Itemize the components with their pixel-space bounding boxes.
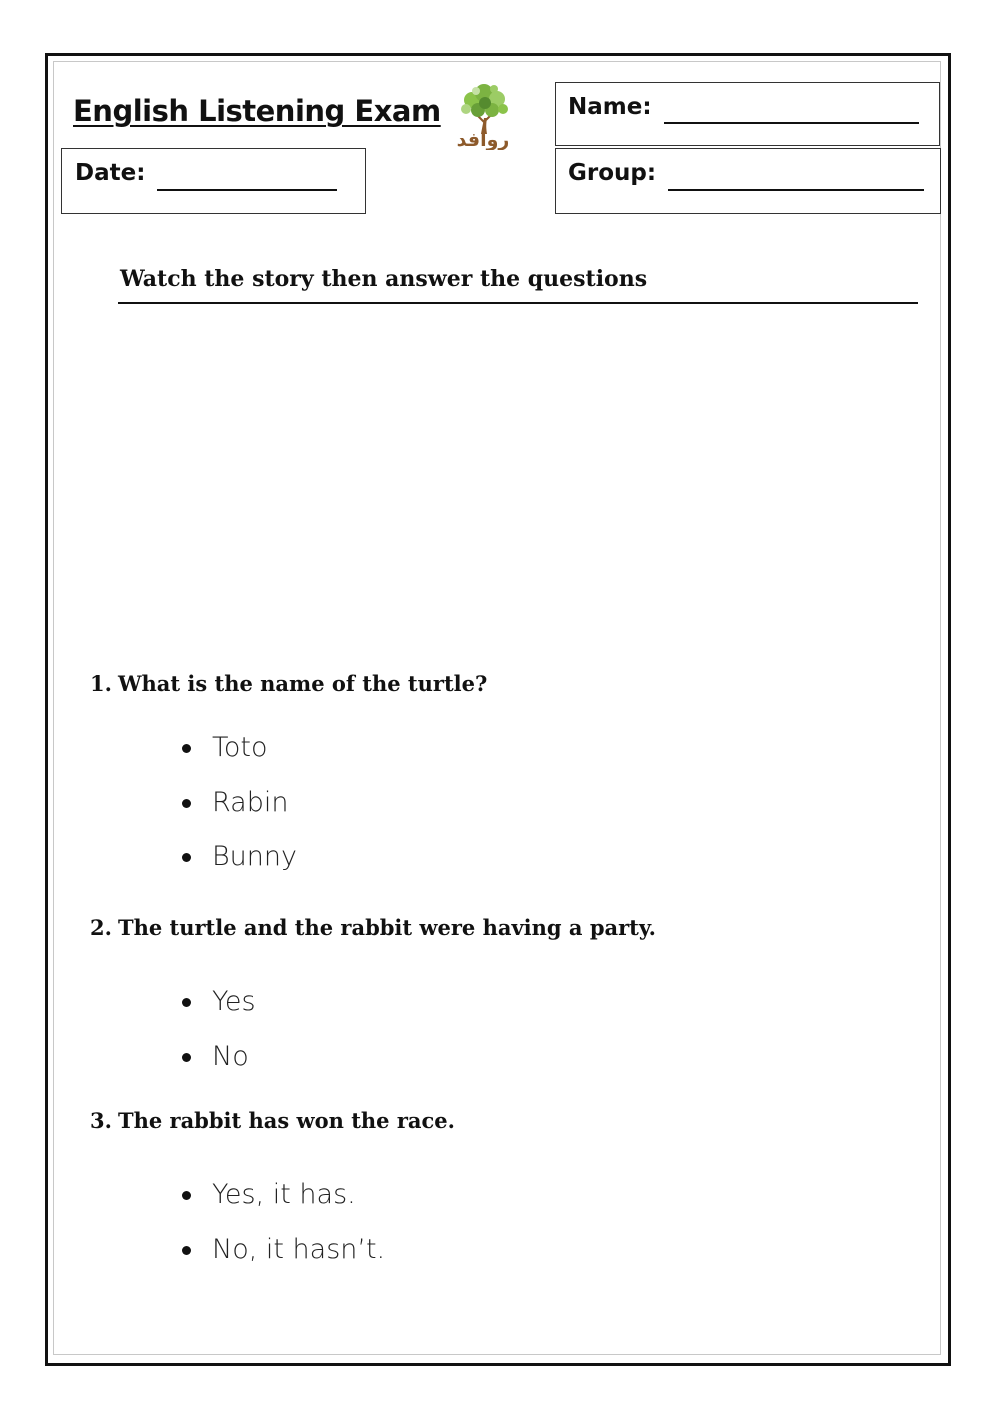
question-1 xyxy=(90,671,487,696)
option-label: Toto xyxy=(212,732,268,763)
question-number: 1. xyxy=(90,671,112,696)
option-label: Rabin xyxy=(212,787,289,818)
option-q2-a[interactable] xyxy=(182,986,256,1017)
bullet-icon xyxy=(182,1053,191,1062)
date-field[interactable] xyxy=(61,148,366,214)
option-label: Yes xyxy=(212,986,256,1017)
group-label: Group: xyxy=(568,160,657,186)
option-q1-b[interactable] xyxy=(182,787,288,818)
bullet-icon xyxy=(182,799,191,808)
option-q3-b[interactable] xyxy=(182,1234,385,1265)
option-label: No xyxy=(212,1041,249,1072)
option-q1-c[interactable] xyxy=(182,841,297,872)
question-text: The rabbit has won the race. xyxy=(117,1108,455,1133)
bullet-icon xyxy=(182,744,191,753)
question-text: The turtle and the rabbit were having a party. xyxy=(117,915,656,940)
date-blank-line[interactable] xyxy=(157,189,337,191)
group-field[interactable] xyxy=(555,148,941,214)
option-label: No, it hasn’t. xyxy=(212,1234,386,1265)
logo-text: روافد xyxy=(456,129,510,150)
question-2 xyxy=(90,915,656,940)
exam-title: English Listening Exam xyxy=(73,94,441,128)
instruction-text: Watch the story then answer the questions xyxy=(120,266,648,292)
bullet-icon xyxy=(182,998,191,1007)
instruction-underline xyxy=(118,302,918,304)
question-number: 2. xyxy=(90,915,112,940)
name-field[interactable] xyxy=(555,82,940,146)
bullet-icon xyxy=(182,1191,191,1200)
question-number: 3. xyxy=(90,1108,112,1133)
name-blank-line[interactable] xyxy=(664,122,919,124)
option-label: Bunny xyxy=(212,841,297,872)
option-q1-a[interactable] xyxy=(182,732,268,763)
question-text: What is the name of the turtle? xyxy=(117,671,488,696)
option-q3-a[interactable] xyxy=(182,1179,356,1210)
name-label: Name: xyxy=(568,94,652,120)
tree-logo-icon xyxy=(432,82,534,150)
bullet-icon xyxy=(182,853,191,862)
page-inner-border xyxy=(53,61,941,1355)
date-label: Date: xyxy=(75,160,146,186)
option-q2-b[interactable] xyxy=(182,1041,249,1072)
bullet-icon xyxy=(182,1246,191,1255)
question-3 xyxy=(90,1108,455,1133)
option-label: Yes, it has. xyxy=(212,1179,356,1210)
group-blank-line[interactable] xyxy=(668,189,924,191)
